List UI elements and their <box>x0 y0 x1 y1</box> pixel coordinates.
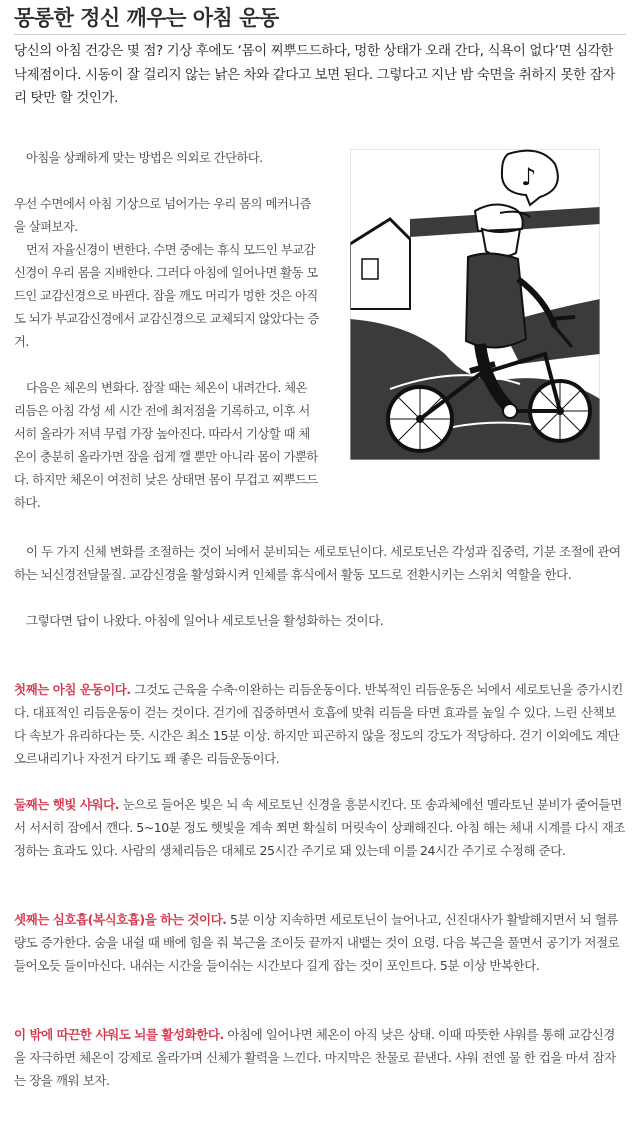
title-divider <box>14 34 626 35</box>
tip-1-heading: 첫째는 아침 운동이다. <box>14 682 131 697</box>
cyclist-illustration <box>350 149 600 460</box>
lead-paragraph: 당신의 아침 건강은 몇 점? 기상 후에도 ‘몸이 찌뿌드드하다, 멍한 상태가 오래 간다, 식욕이 없다’면 심각한 낙제점이다. 시동이 잘 걸리지 않는 낡은 차와 같다고 보면 된다. 그렇다고 지난 밤 숙면을 취하지 못한 잠자리 탓만 할 것인가. <box>14 43 615 106</box>
tip-1-body: 그것도 근육을 수축·이완하는 리듬운동이다. 반복적인 리듬운동은 뇌에서 세로토닌을 증가시킨다. 대표적인 리듬운동이 걷는 것이다. 걷기에 집중하면서 호흡에 맞춰 리듬을 타면 효과를 높일 수 있다. 느린 산책보다 속보가 유리하다는 뜻. 시간은 최소 15분 이상. 하지만 피곤하지 않을 정도의 강도가 적당하다. 걷기 이외에도 계단 오르내리기나 자전거 타기도 꽤 좋은 리듬운동이다. <box>14 682 623 766</box>
tip-3 <box>14 908 626 977</box>
tip-3-body: 5분 이상 지속하면 세로토닌이 늘어나고, 신진대사가 활발해지면서 뇌 혈류량도 증가한다. 숨을 내쉴 때 배에 힘을 줘 복근을 조이듯 끝까지 내뱉는 것이 요령. 다음 복근을 풀면서 공기가 저절로 들어오듯 들이마신다. 내쉬는 시간을 들이쉬는 시간보다 길게 잡는 것이 포인트다. 5분 이상 반복한다. <box>14 912 620 973</box>
paragraph-5-block <box>14 540 626 632</box>
tip-4-heading: 이 밖에 따끈한 샤워도 뇌를 활성화한다. <box>14 1027 224 1042</box>
article-title: 몽롱한 정신 깨우는 아침 운동 <box>14 6 279 30</box>
tip-2-body: 눈으로 들어온 빛은 뇌 속 세로토닌 신경을 흥분시킨다. 또 송과체에선 멜라토닌 분비가 줄어들면서 서서히 잠에서 깬다. 5~10분 정도 햇빛을 계속 쬐면 확실히 머릿속이 상쾌해진다. 아침 해는 체내 시계를 다시 재조정하는 효과도 있다. 사람의 생체리듬은 대체로 25시간 주기로 돼 있는데 이를 24시간 주기로 수정해 준다. <box>14 797 625 858</box>
tip-2-heading: 둘째는 햇빛 샤워다. <box>14 797 120 812</box>
paragraph-4: 다음은 체온의 변화다. 잠잘 때는 체온이 내려간다. 체온 리듬은 아침 각성 세 시간 전에 최저점을 기록하고, 이후 서서히 올라가 저녁 무렵 가장 높아진다. 따라서 기상할 때 체온이 충분히 올라가면 잠을 쉽게 깰 뿐만 아니라 몸이 가뿐하다. 하지만 체온이 여전히 낮은 상태면 몸이 무겁고 찌뿌드드하다. <box>14 381 318 510</box>
tip-3-heading: 셋째는 심호흡(복식호흡)을 하는 것이다. <box>14 912 227 927</box>
left-column <box>14 147 320 515</box>
paragraph-5: 이 두 가지 신체 변화를 조절하는 것이 뇌에서 분비되는 세로토닌이다. 세로토닌은 각성과 집중력, 기분 조절에 관여하는 뇌신경전달물질. 교감신경을 활성화시켜 인체를 휴식에서 활동 모드로 전환시키는 스위치 역할을 한다. <box>14 544 621 582</box>
paragraph-2: 우선 수면에서 아침 기상으로 넘어가는 우리 몸의 메커니즘을 살펴보자. <box>14 197 311 234</box>
tip-4-body: 아침에 일어나면 체온이 아직 낮은 상태. 이때 따뜻한 샤워를 통해 교감신경을 자극하면 체온이 강제로 올라가며 신체가 활력을 느낀다. 마지막은 찬물로 끝낸다. 샤워 전엔 물 한 컵을 마셔 잠자는 장을 깨워 보자. <box>14 1027 616 1088</box>
tip-2 <box>14 793 626 862</box>
music-note-icon: ♪ <box>521 163 537 191</box>
paragraph-3: 먼저 자율신경이 변한다. 수면 중에는 휴식 모드인 부교감신경이 우리 몸을 지배한다. 그러다 아침에 일어나면 활동 모드인 교감신경으로 바뀐다. 잠을 깨도 머리가 멍한 것은 아직도 뇌가 부교감신경에서 교감신경으로 교체되지 않았다는 증거. <box>14 243 319 349</box>
paragraph-6: 그렇다면 답이 나왔다. 아침에 일어나 세로토닌을 활성화하는 것이다. <box>26 613 384 628</box>
tip-1 <box>14 678 626 770</box>
paragraph-1: 아침을 상쾌하게 맞는 방법은 의외로 간단하다. <box>26 151 263 165</box>
tip-4 <box>14 1023 626 1092</box>
